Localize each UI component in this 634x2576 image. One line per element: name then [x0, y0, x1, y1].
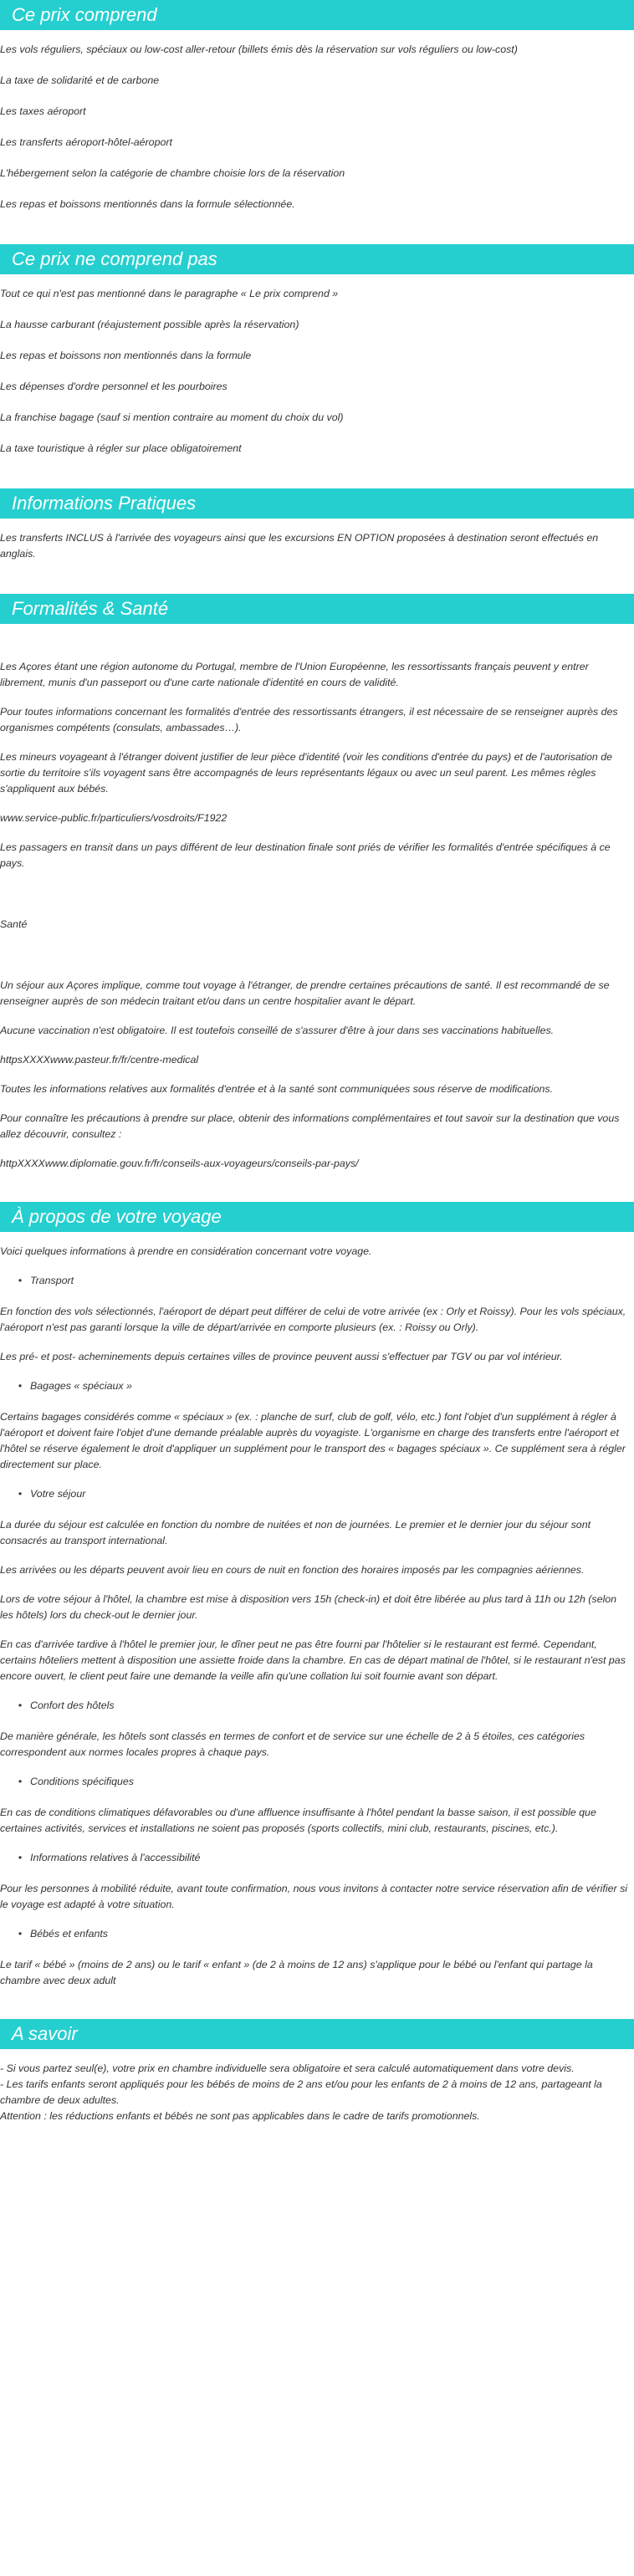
- bullet-label: Votre séjour: [30, 1488, 86, 1500]
- excluded-item: La franchise bagage (sauf si mention contraire au moment du choix du vol): [0, 411, 344, 423]
- section-ce-prix-comprend: [0, 30, 634, 244]
- paragraph: Un séjour aux Açores implique, comme tout voyage à l'étranger, de prendre certaines précautions de santé. Il est recommandé de se renseigner auprès de son médecin traitant et/ou dans un centre hospitalier avant le départ.: [0, 979, 610, 1007]
- included-item: Les repas et boissons mentionnés dans la formule sélectionnée.: [0, 198, 295, 210]
- excluded-item: La taxe touristique à régler sur place obligatoirement: [0, 442, 242, 454]
- included-item: Les transferts aéroport-hôtel-aéroport: [0, 136, 172, 148]
- paragraph: De manière générale, les hôtels sont classés en termes de confort et de service sur une échelle de 2 à 5 étoiles, ces catégories correspondent aux normes locales propres à chaque pays.: [0, 1730, 585, 1758]
- section-ce-prix-ne-comprend-pas: [0, 274, 634, 488]
- section-title-formalites-sante: Formalités & Santé: [0, 594, 634, 624]
- section-a-propos-voyage: [0, 1232, 634, 2019]
- bullet-label: Transport: [30, 1275, 74, 1286]
- bullet-bagages-speciaux: [0, 1378, 631, 1394]
- paragraph: Aucune vaccination n'est obligatoire. Il est toutefois conseillé de s'assurer d'être à jour dans ses vaccinations habituelles.: [0, 1025, 555, 1036]
- bullet-label: Bagages « spéciaux »: [30, 1380, 132, 1392]
- bullet-confort-hotels: [0, 1698, 631, 1714]
- bullet-icon: •: [18, 1275, 23, 1286]
- paragraph: Les arrivées ou les départs peuvent avoir lieu en cours de nuit en fonction des horaires imposés par les compagnies aériennes.: [0, 1564, 585, 1576]
- paragraph: Attention : les réductions enfants et bébés ne sont pas applicables dans le cadre de tarifs promotionnels.: [0, 2110, 480, 2122]
- excluded-item: Tout ce qui n'est pas mentionné dans le paragraphe « Le prix comprend »: [0, 288, 339, 299]
- paragraph: Les Açores étant une région autonome du Portugal, membre de l'Union Européenne, les ressortissants français peuvent y entrer librement, munis d'un passeport ou d'une carte nationale d'identité en cours de validité.: [0, 661, 589, 688]
- paragraph: Pour toutes informations concernant les formalités d'entrée des ressortissants étrangers, il est nécessaire de se renseigner auprès des organismes compétents (consulats, ambassades…).: [0, 706, 618, 733]
- bullet-label: Informations relatives à l'accessibilité: [30, 1852, 201, 1863]
- spacer: [0, 946, 631, 978]
- link-diplomatie[interactable]: httpXXXXwww.diplomatie.gouv.fr/fr/conseils-aux-voyageurs/conseils-par-pays/: [0, 1158, 359, 1169]
- bullet-votre-sejour: [0, 1486, 631, 1502]
- included-item: Les taxes aéroport: [0, 105, 86, 117]
- bullet-bebes-enfants: [0, 1926, 631, 1942]
- paragraph: Les mineurs voyageant à l'étranger doivent justifier de leur pièce d'identité (voir les conditions d'entrée du pays) et de l'autorisation de sortie du territoire s'ils voyagent sans être accompagnés de leurs représentants légaux ou avec un seul parent. Les mêmes règles s'appliquent aux bébés.: [0, 751, 612, 795]
- bullet-label: Bébés et enfants: [30, 1928, 108, 1940]
- bullet-icon: •: [18, 1380, 23, 1392]
- included-item: Les vols réguliers, spéciaux ou low-cost aller-retour (billets émis dès la réservation sur vols réguliers ou low-cost): [0, 43, 518, 55]
- paragraph: Voici quelques informations à prendre en considération concernant votre voyage.: [0, 1245, 372, 1257]
- link-service-public[interactable]: www.service-public.fr/particuliers/vosdroits/F1922: [0, 812, 228, 824]
- paragraph: Le tarif « bébé » (moins de 2 ans) ou le tarif « enfant » (de 2 à moins de 12 ans) s'applique pour le bébé ou l'enfant qui partage la chambre avec deux adult: [0, 1959, 593, 1986]
- section-informations-pratiques: [0, 519, 634, 594]
- paragraph: Certains bagages considérés comme « spéciaux » (ex. : planche de surf, club de golf, vélo, etc.) font l'objet d'un supplément à régler à l'aéroport et doivent faire l'objet d'une demande préalable auprès du voyagiste. L'organisme en charge des transferts entre l'aéroport et l'hôtel se réserve également le droit d'appliquer un supplément pour le transport des « bagages spéciaux ». Ce supplément sera à régler directement sur place.: [0, 1411, 626, 1470]
- section-formalites-sante: [0, 624, 634, 1202]
- bullet-transport: [0, 1273, 631, 1289]
- paragraph: La durée du séjour est calculée en fonction du nombre de nuitées et non de journées. Le premier et le dernier jour du séjour sont consacrés au transport international.: [0, 1519, 591, 1546]
- bullet-icon: •: [18, 1488, 23, 1500]
- excluded-item: Les repas et boissons non mentionnés dans la formule: [0, 350, 252, 361]
- paragraph: Pour connaître les précautions à prendre sur place, obtenir des informations complémentaires et tout savoir sur la destination que vous allez découvrir, consultez :: [0, 1112, 620, 1140]
- paragraph: - Si vous partez seul(e), votre prix en chambre individuelle sera obligatoire et sera calculé automatiquement dans votre devis.: [0, 2062, 575, 2074]
- section-title-informations-pratiques: Informations Pratiques: [0, 488, 634, 519]
- spacer: [0, 636, 631, 659]
- paragraph: Lors de votre séjour à l'hôtel, la chambre est mise à disposition vers 15h (check-in) et doit être libérée au plus tard à 11h ou 12h (selon les hôtels) lors du check-out le dernier jour.: [0, 1593, 617, 1621]
- section-title-ce-prix-ne-comprend-pas: Ce prix ne comprend pas: [0, 244, 634, 274]
- bullet-icon: •: [18, 1928, 23, 1940]
- bullet-label: Confort des hôtels: [30, 1699, 115, 1711]
- bullet-icon: •: [18, 1699, 23, 1711]
- paragraph: En cas d'arrivée tardive à l'hôtel le premier jour, le dîner peut ne pas être fourni par l'hôtelier si le restaurant est fermé. Cependant, certains hôteliers mettent à disposition une assiette froide dans la chambre. En cas de départ matinal de l'hôtel, si le restaurant n'est pas encore ouvert, le client peut faire une demande la veille afin qu'une collation lui soit fournie avant son départ.: [0, 1638, 626, 1682]
- bullet-conditions-specifiques: [0, 1774, 631, 1790]
- included-item: La taxe de solidarité et de carbone: [0, 74, 160, 86]
- bullet-label: Conditions spécifiques: [30, 1776, 134, 1787]
- section-title-a-savoir: A savoir: [0, 2019, 634, 2049]
- paragraph: Les transferts INCLUS à l'arrivée des voyageurs ainsi que les excursions EN OPTION proposées à destination seront effectués en anglais.: [0, 532, 599, 560]
- paragraph: Les pré- et post- acheminements depuis certaines villes de province peuvent aussi s'effectuer par TGV ou par vol intérieur.: [0, 1351, 563, 1362]
- excluded-item: La hausse carburant (réajustement possible après la réservation): [0, 319, 299, 330]
- link-pasteur[interactable]: httpsXXXXwww.pasteur.fr/fr/centre-medical: [0, 1054, 199, 1066]
- bullet-icon: •: [18, 1852, 23, 1863]
- excluded-item: Les dépenses d'ordre personnel et les pourboires: [0, 381, 228, 392]
- paragraph: Pour les personnes à mobilité réduite, avant toute confirmation, nous vous invitons à contacter notre service réservation afin de vérifier si le voyage est adapté à votre situation.: [0, 1883, 628, 1910]
- section-a-savoir: [0, 2049, 634, 2141]
- bullet-accessibilite: [0, 1850, 631, 1866]
- spacer: [0, 885, 631, 917]
- paragraph: Les passagers en transit dans un pays différent de leur destination finale sont priés de vérifier les formalités d'entrée spécifiques à ce pays.: [0, 841, 611, 869]
- section-title-a-propos-voyage: À propos de votre voyage: [0, 1202, 634, 1232]
- section-title-ce-prix-comprend: Ce prix comprend: [0, 0, 634, 30]
- subheading-sante: Santé: [0, 918, 28, 930]
- paragraph: - Les tarifs enfants seront appliqués pour les bébés de moins de 2 ans et/ou pour les enfants de 2 à moins de 12 ans, partageant la chambre de deux adultes.: [0, 2078, 602, 2106]
- paragraph: En cas de conditions climatiques défavorables ou d'une affluence insuffisante à l'hôtel pendant la basse saison, il est possible que certaines activités, services et installations ne soient pas proposés (sports collectifs, mini club, restaurants, piscines, etc.).: [0, 1807, 596, 1834]
- paragraph: Toutes les informations relatives aux formalités d'entrée et à la santé sont communiquées sous réserve de modifications.: [0, 1083, 554, 1095]
- bullet-icon: •: [18, 1776, 23, 1787]
- paragraph: En fonction des vols sélectionnés, l'aéroport de départ peut différer de celui de votre arrivée (ex : Orly et Roissy). Pour les vols spéciaux, l'aéroport n'est pas garanti lorsque la ville de départ/arrivée en comporte plusieurs (ex. : Roissy ou Orly).: [0, 1306, 626, 1333]
- included-item: L'hébergement selon la catégorie de chambre choisie lors de la réservation: [0, 167, 345, 179]
